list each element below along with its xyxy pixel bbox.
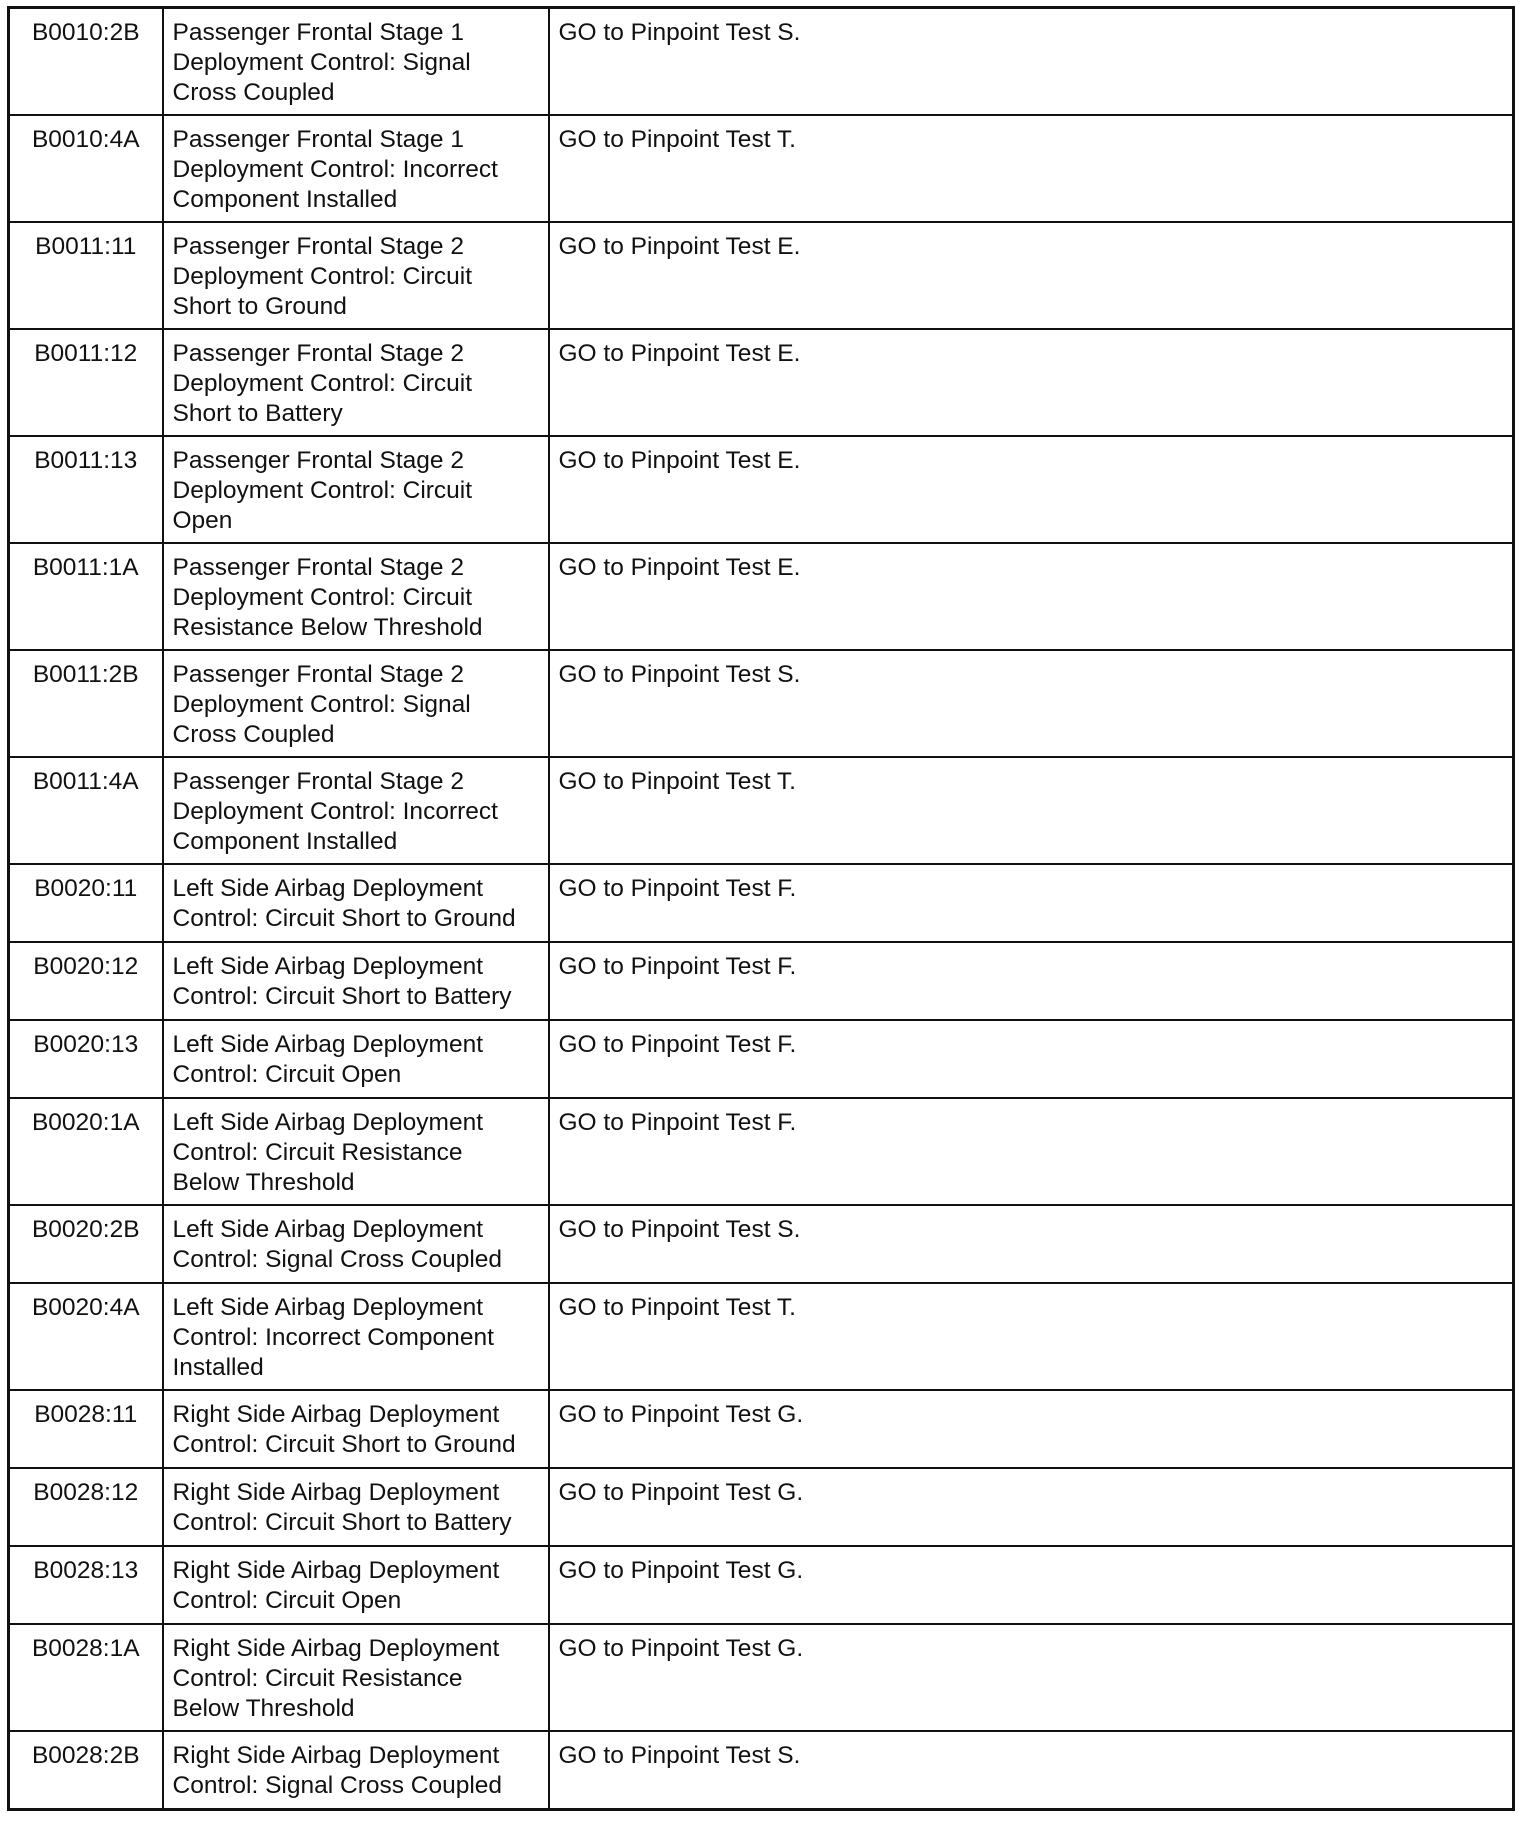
dtc-action: GO to Pinpoint Test T. — [549, 757, 1514, 864]
table-row — [9, 436, 1514, 543]
table-row — [9, 1546, 1514, 1624]
dtc-action: GO to Pinpoint Test S. — [549, 650, 1514, 757]
dtc-description: Left Side Airbag Deployment Control: Signal Cross Coupled — [163, 1205, 549, 1283]
dtc-action: GO to Pinpoint Test G. — [549, 1468, 1514, 1546]
dtc-code: B0028:13 — [9, 1546, 163, 1624]
dtc-code: B0011:4A — [9, 757, 163, 864]
table-row — [9, 543, 1514, 650]
dtc-description: Left Side Airbag Deployment Control: Circuit Short to Battery — [163, 942, 549, 1020]
table-row — [9, 650, 1514, 757]
dtc-description: Passenger Frontal Stage 2 Deployment Control: Circuit Short to Battery — [163, 329, 549, 436]
dtc-description: Right Side Airbag Deployment Control: Circuit Short to Ground — [163, 1390, 549, 1468]
dtc-description: Left Side Airbag Deployment Control: Circuit Short to Ground — [163, 864, 549, 942]
table-row — [9, 1731, 1514, 1809]
table-row — [9, 1624, 1514, 1731]
dtc-code: B0020:11 — [9, 864, 163, 942]
dtc-code: B0011:2B — [9, 650, 163, 757]
dtc-action: GO to Pinpoint Test F. — [549, 864, 1514, 942]
dtc-code: B0010:4A — [9, 115, 163, 222]
dtc-action: GO to Pinpoint Test G. — [549, 1390, 1514, 1468]
dtc-table — [7, 6, 1515, 1811]
dtc-action: GO to Pinpoint Test T. — [549, 1283, 1514, 1390]
table-row — [9, 864, 1514, 942]
dtc-description: Passenger Frontal Stage 2 Deployment Control: Incorrect Component Installed — [163, 757, 549, 864]
dtc-description: Passenger Frontal Stage 2 Deployment Control: Circuit Open — [163, 436, 549, 543]
table-row — [9, 8, 1514, 116]
dtc-code: B0020:13 — [9, 1020, 163, 1098]
dtc-description: Passenger Frontal Stage 2 Deployment Control: Circuit Resistance Below Threshold — [163, 543, 549, 650]
dtc-code: B0020:12 — [9, 942, 163, 1020]
dtc-action: GO to Pinpoint Test S. — [549, 8, 1514, 116]
table-row — [9, 1468, 1514, 1546]
dtc-code: B0020:4A — [9, 1283, 163, 1390]
dtc-action: GO to Pinpoint Test F. — [549, 942, 1514, 1020]
dtc-code: B0011:12 — [9, 329, 163, 436]
dtc-code: B0020:2B — [9, 1205, 163, 1283]
dtc-description: Passenger Frontal Stage 1 Deployment Control: Signal Cross Coupled — [163, 8, 549, 116]
table-row — [9, 329, 1514, 436]
dtc-code: B0010:2B — [9, 8, 163, 116]
dtc-description: Left Side Airbag Deployment Control: Circuit Resistance Below Threshold — [163, 1098, 549, 1205]
table-row — [9, 115, 1514, 222]
dtc-description: Right Side Airbag Deployment Control: Circuit Resistance Below Threshold — [163, 1624, 549, 1731]
dtc-code: B0028:2B — [9, 1731, 163, 1809]
dtc-description: Passenger Frontal Stage 2 Deployment Control: Circuit Short to Ground — [163, 222, 549, 329]
dtc-code: B0011:1A — [9, 543, 163, 650]
dtc-description: Left Side Airbag Deployment Control: Incorrect Component Installed — [163, 1283, 549, 1390]
dtc-action: GO to Pinpoint Test E. — [549, 543, 1514, 650]
dtc-action: GO to Pinpoint Test G. — [549, 1546, 1514, 1624]
table-row — [9, 1390, 1514, 1468]
table-row — [9, 1020, 1514, 1098]
table-row — [9, 942, 1514, 1020]
dtc-action: GO to Pinpoint Test S. — [549, 1731, 1514, 1809]
table-row — [9, 1205, 1514, 1283]
dtc-code: B0028:11 — [9, 1390, 163, 1468]
dtc-description: Right Side Airbag Deployment Control: Circuit Short to Battery — [163, 1468, 549, 1546]
dtc-description: Left Side Airbag Deployment Control: Circuit Open — [163, 1020, 549, 1098]
dtc-action: GO to Pinpoint Test F. — [549, 1020, 1514, 1098]
dtc-code: B0028:1A — [9, 1624, 163, 1731]
dtc-action: GO to Pinpoint Test E. — [549, 222, 1514, 329]
dtc-action: GO to Pinpoint Test T. — [549, 115, 1514, 222]
dtc-code: B0028:12 — [9, 1468, 163, 1546]
dtc-description: Passenger Frontal Stage 1 Deployment Control: Incorrect Component Installed — [163, 115, 549, 222]
dtc-code: B0011:13 — [9, 436, 163, 543]
dtc-description: Right Side Airbag Deployment Control: Signal Cross Coupled — [163, 1731, 549, 1809]
dtc-action: GO to Pinpoint Test F. — [549, 1098, 1514, 1205]
dtc-code: B0011:11 — [9, 222, 163, 329]
table-row — [9, 1098, 1514, 1205]
dtc-action: GO to Pinpoint Test E. — [549, 329, 1514, 436]
dtc-description: Right Side Airbag Deployment Control: Circuit Open — [163, 1546, 549, 1624]
dtc-description: Passenger Frontal Stage 2 Deployment Control: Signal Cross Coupled — [163, 650, 549, 757]
table-row — [9, 1283, 1514, 1390]
dtc-action: GO to Pinpoint Test E. — [549, 436, 1514, 543]
dtc-action: GO to Pinpoint Test S. — [549, 1205, 1514, 1283]
table-row — [9, 222, 1514, 329]
table-row — [9, 757, 1514, 864]
dtc-action: GO to Pinpoint Test G. — [549, 1624, 1514, 1731]
dtc-code: B0020:1A — [9, 1098, 163, 1205]
